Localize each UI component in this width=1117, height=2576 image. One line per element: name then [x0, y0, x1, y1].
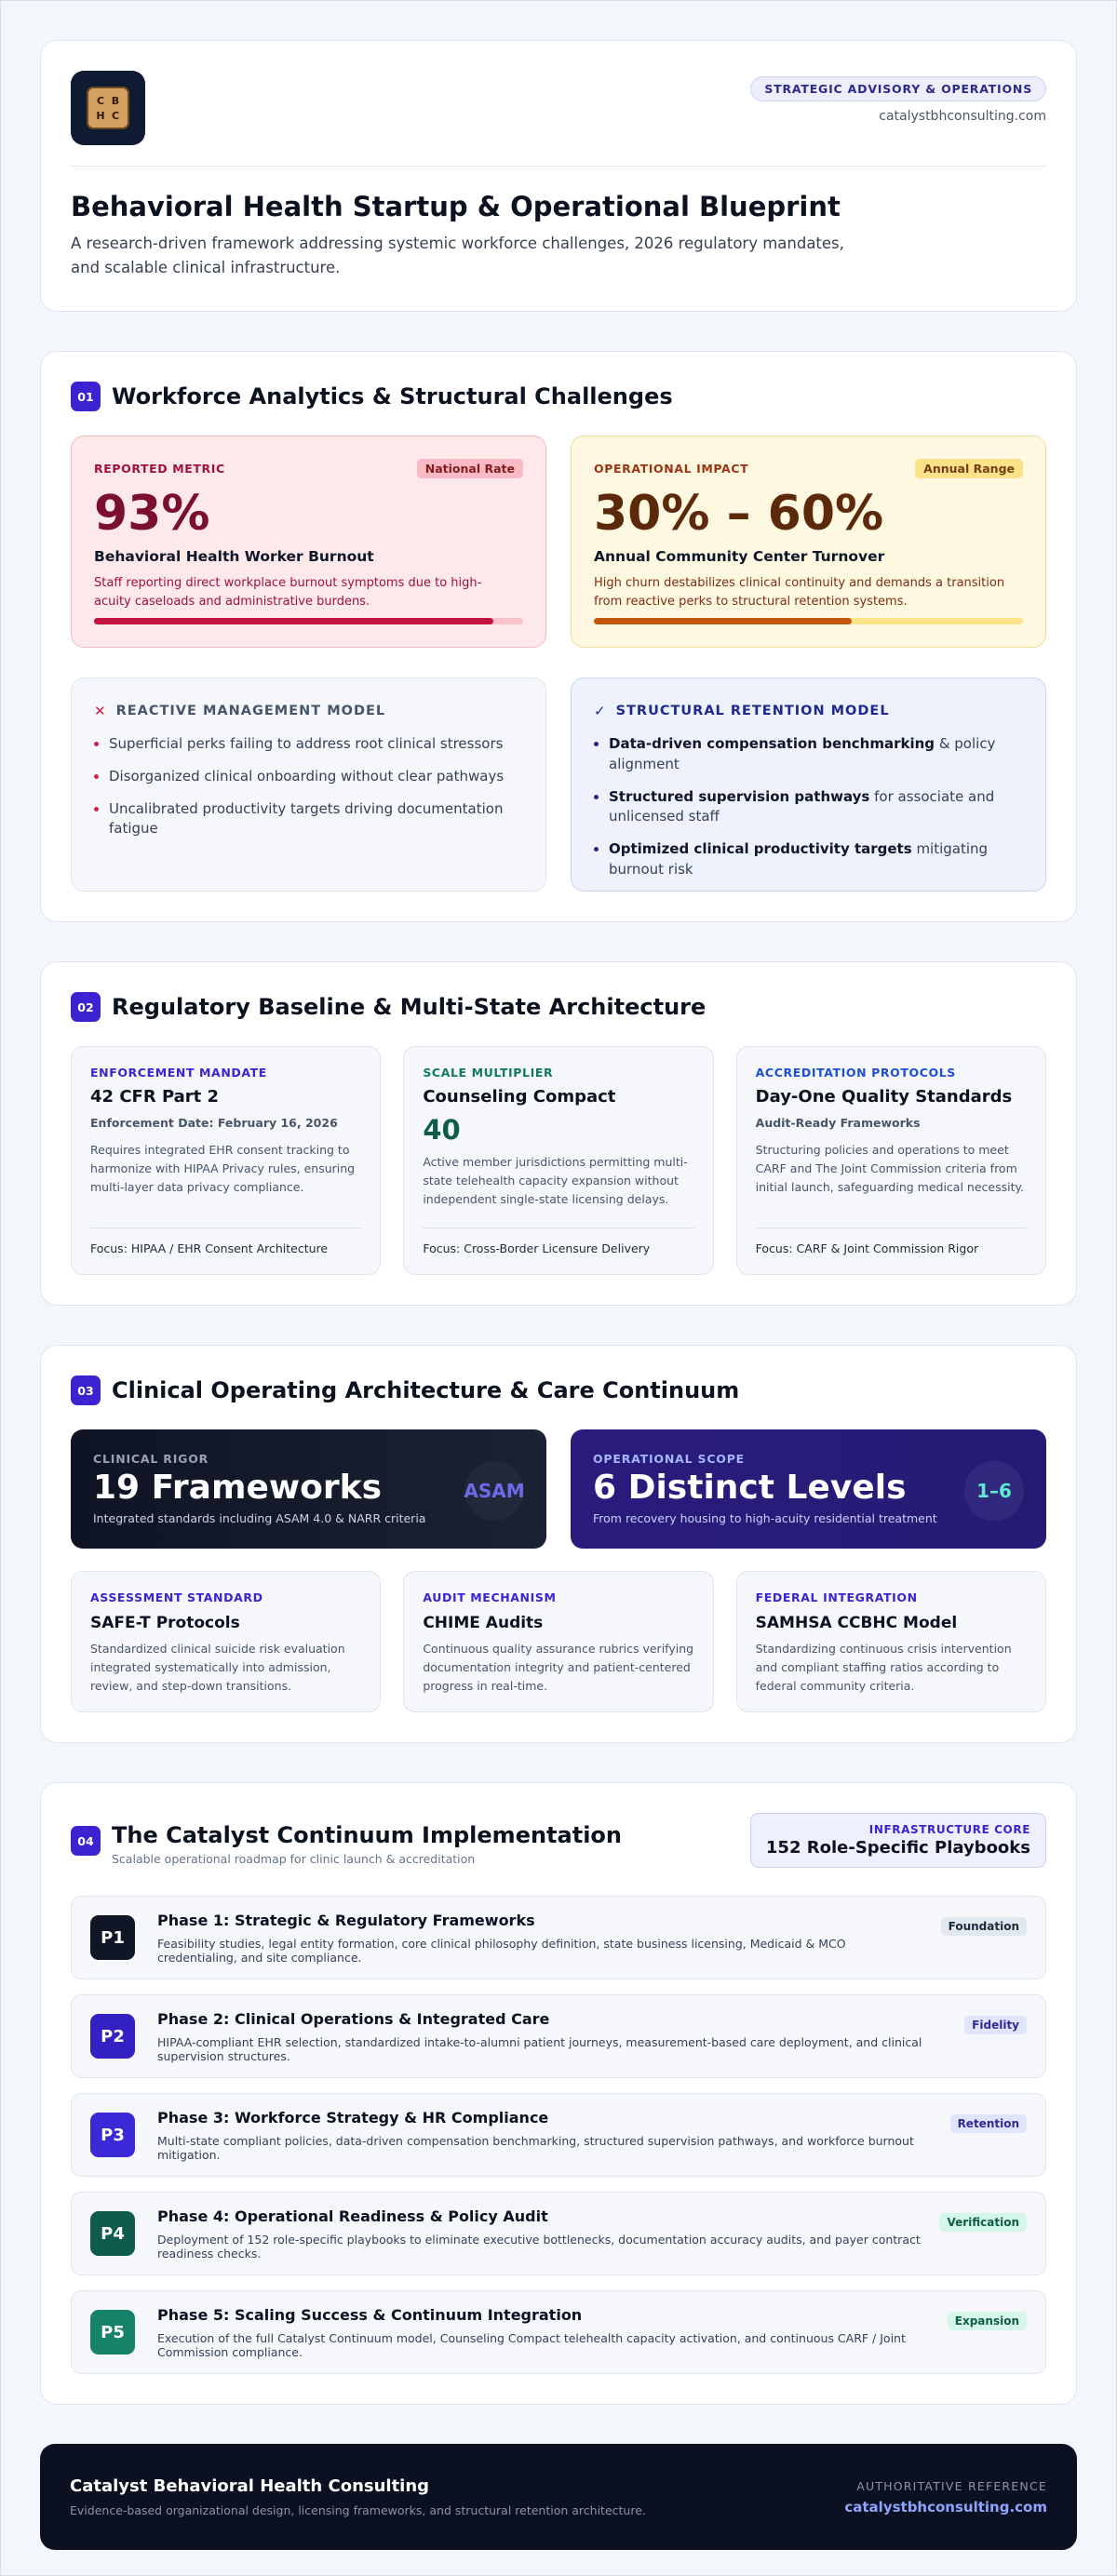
- section-number: 01: [71, 382, 101, 411]
- reg-label: ACCREDITATION PROTOCOLS: [755, 1066, 956, 1080]
- section-number: 02: [71, 992, 101, 1022]
- reg-subtitle: Enforcement Date: February 16, 2026: [90, 1116, 338, 1131]
- reg-card-42cfr: [71, 1046, 381, 1275]
- header-top: [71, 71, 1046, 167]
- reactive-model-card: [71, 678, 546, 892]
- footer-label: AUTHORITATIVE REFERENCE: [856, 2478, 1047, 2493]
- header-meta: [750, 71, 1046, 124]
- logo-letter: C: [111, 109, 120, 122]
- reg-description: Active member jurisdictions permitting multi-state telehealth capacity expansion without independent single-state licensing delays.: [423, 1155, 688, 1207]
- reg-title: Day-One Quality Standards: [755, 1087, 1013, 1107]
- metric-progress-bar: [94, 618, 523, 624]
- structural-list: [594, 734, 1023, 880]
- section-heading: [71, 382, 1046, 411]
- phase-number: P4: [90, 2211, 135, 2256]
- highlight-value: 19 Frameworks: [93, 1469, 383, 1508]
- list-item: [594, 839, 1023, 880]
- phase-number: P5: [90, 2310, 135, 2355]
- close-icon: ✕: [94, 703, 107, 720]
- asam-badge: ASAM: [464, 1461, 524, 1521]
- check-icon: ✓: [594, 703, 607, 720]
- list-item: Superficial perks failing to address root clinical stressors: [94, 734, 523, 755]
- logo-letter: B: [111, 94, 120, 107]
- metric-tag: National Rate: [417, 459, 523, 478]
- metric-row: [71, 436, 1046, 648]
- levels-badge: 1–6: [964, 1461, 1024, 1521]
- metric-name: Behavioral Health Worker Burnout: [94, 548, 374, 566]
- phase-tag: Foundation: [941, 1917, 1027, 1936]
- highlight-label: OPERATIONAL SCOPE: [593, 1452, 746, 1467]
- phase-number: P1: [90, 1915, 135, 1960]
- list-item-emphasis: Optimized clinical productivity targets: [609, 840, 912, 858]
- metric-label: OPERATIONAL IMPACT: [594, 462, 749, 476]
- footer-subtitle: Evidence-based organizational design, licensing frameworks, and structural retention architecture.: [70, 2503, 646, 2518]
- phase-number: P2: [90, 2014, 135, 2059]
- phase-row: [71, 2093, 1046, 2177]
- metric-description: Staff reporting direct workplace burnout symptoms due to high-acuity caseloads and administrative burdens.: [94, 576, 482, 610]
- phase-description: HIPAA-compliant EHR selection, standardized intake-to-alumni patient journeys, measurement-based care deployment, and clinical supervision structures.: [157, 2034, 922, 2063]
- clinical-label: ASSESSMENT STANDARD: [90, 1590, 263, 1605]
- samhsa-card: [736, 1571, 1046, 1712]
- structural-model-card: [571, 678, 1046, 892]
- infrastructure-label: INFRASTRUCTURE CORE: [868, 1823, 1030, 1837]
- footer-title: Catalyst Behavioral Health Consulting: [70, 2476, 430, 2497]
- page-subtitle: A research-driven framework addressing systemic workforce challenges, 2026 regulatory mandates, and scalable clinical infrastructure.: [71, 235, 844, 276]
- list-item-emphasis: Structured supervision pathways: [609, 787, 870, 805]
- section-subtitle: Scalable operational roadmap for clinic launch & accreditation: [112, 1852, 476, 1867]
- section-clinical: [40, 1345, 1077, 1743]
- phase-description: Deployment of 152 role-specific playbooks to eliminate executive bottlenecks, documentation accuracy audits, and payer contract readiness checks.: [157, 2232, 921, 2261]
- phase-row: [71, 2290, 1046, 2374]
- highlight-description: From recovery housing to high-acuity residential treatment: [593, 1511, 937, 1526]
- metric-progress-fill: [594, 618, 852, 624]
- phase-title: Phase 2: Clinical Operations & Integrated Care: [157, 2009, 550, 2028]
- highlight-description: Integrated standards including ASAM 4.0 & NARR criteria: [93, 1511, 426, 1526]
- section-number: 04: [71, 1826, 101, 1856]
- clinical-highlights: [71, 1429, 1046, 1549]
- list-item: [594, 787, 1023, 828]
- section-heading: [71, 992, 1046, 1022]
- clinical-label: FEDERAL INTEGRATION: [755, 1590, 918, 1605]
- section-continuum: [40, 1782, 1077, 2405]
- metric-tag: Annual Range: [915, 459, 1023, 478]
- reg-card-compact: [403, 1046, 713, 1275]
- phase-tag: Fidelity: [964, 2016, 1027, 2034]
- list-item-text: & policy alignment: [609, 735, 996, 772]
- section-number: 03: [71, 1375, 101, 1405]
- metric-progress-bar: [594, 618, 1023, 624]
- list-item-text: for associate and unlicensed staff: [609, 787, 995, 825]
- phase-title: Phase 1: Strategic & Regulatory Frameworks: [157, 1911, 535, 1929]
- phase-description: Multi-state compliant policies, data-driven compensation benchmarking, structured supervision pathways, and workforce burnout mitigation.: [157, 2133, 914, 2162]
- section-workforce: [40, 351, 1077, 922]
- section-title: The Catalyst Continuum Implementation: [112, 1822, 622, 1849]
- logo-letter: H: [96, 109, 105, 122]
- model-row: [71, 648, 1046, 892]
- section-heading: [71, 1375, 1046, 1405]
- phase-number: P3: [90, 2113, 135, 2157]
- phase-title: Phase 3: Workforce Strategy & HR Compliance: [157, 2108, 549, 2127]
- clinical-title: SAFE-T Protocols: [90, 1614, 240, 1633]
- metric-value: 93%: [94, 486, 210, 543]
- regulatory-cards: [71, 1046, 1046, 1275]
- phase-list: [71, 1896, 1046, 2374]
- clinical-cards: [71, 1549, 1046, 1712]
- reg-description: Structuring policies and operations to meet CARF and The Joint Commission criteria from initial launch, safeguarding medical necessity.: [755, 1143, 1025, 1195]
- phase-title: Phase 5: Scaling Success & Continuum Integration: [157, 2305, 583, 2324]
- metric-name: Annual Community Center Turnover: [594, 548, 885, 566]
- levels-highlight: [571, 1429, 1046, 1549]
- clinical-label: AUDIT MECHANISM: [423, 1590, 557, 1605]
- clinical-description: Continuous quality assurance rubrics verifying documentation integrity and patient-centered progress in real-time.: [423, 1642, 694, 1694]
- highlight-label: CLINICAL RIGOR: [93, 1452, 209, 1467]
- phase-title: Phase 4: Operational Readiness & Policy Audit: [157, 2207, 548, 2225]
- logo-monogram: [87, 87, 129, 129]
- turnover-metric-card: [571, 436, 1046, 648]
- clinical-title: CHIME Audits: [423, 1614, 544, 1633]
- section-title: Clinical Operating Architecture & Care Continuum: [112, 1377, 740, 1404]
- list-item: Uncalibrated productivity targets driving documentation fatigue: [94, 799, 523, 840]
- reg-description: Requires integrated EHR consent tracking to harmonize with HIPAA Privacy rules, ensuring multi-layer data privacy compliance.: [90, 1143, 356, 1195]
- frameworks-highlight: [71, 1429, 546, 1549]
- section-title: Regulatory Baseline & Multi-State Architecture: [112, 994, 707, 1021]
- footer-link[interactable]: catalystbhconsulting.com: [844, 2498, 1047, 2516]
- phase-description: Execution of the full Catalyst Continuum model, Counseling Compact telehealth capacity activation, and continuous CARF / Joint Commission compliance.: [157, 2330, 906, 2359]
- reg-focus: Focus: Cross-Border Licensure Delivery: [423, 1228, 693, 1255]
- reg-focus: Focus: HIPAA / EHR Consent Architecture: [90, 1228, 361, 1255]
- phase-tag: Retention: [950, 2114, 1027, 2133]
- burnout-metric-card: [71, 436, 546, 648]
- logo-letter: C: [96, 94, 105, 107]
- phase-tag: Expansion: [948, 2312, 1027, 2330]
- list-item: Disorganized clinical onboarding without clear pathways: [94, 767, 523, 787]
- page-title: Behavioral Health Startup & Operational Blueprint: [71, 191, 841, 222]
- clinical-description: Standardized clinical suicide risk evaluation integrated systematically into admission, review, and step-down transitions.: [90, 1642, 345, 1694]
- phase-row: [71, 1994, 1046, 2078]
- model-title: REACTIVE MANAGEMENT MODEL: [115, 704, 386, 719]
- clinical-title: SAMHSA CCBHC Model: [755, 1614, 958, 1633]
- reg-label: SCALE MULTIPLIER: [423, 1066, 554, 1080]
- reg-card-accreditation: [736, 1046, 1046, 1275]
- section-title: Workforce Analytics & Structural Challenges: [112, 383, 673, 410]
- metric-progress-fill: [94, 618, 493, 624]
- header-card: [40, 40, 1077, 312]
- reg-title: Counseling Compact: [423, 1087, 616, 1107]
- reg-title: 42 CFR Part 2: [90, 1087, 220, 1107]
- highlight-value: 6 Distinct Levels: [593, 1469, 907, 1508]
- phase-description: Feasibility studies, legal entity formation, core clinical philosophy definition, state business licensing, Medicaid & MCO credentialing, and site compliance.: [157, 1936, 846, 1965]
- model-title: STRUCTURAL RETENTION MODEL: [615, 704, 890, 719]
- chime-card: [403, 1571, 713, 1712]
- header-domain[interactable]: catalystbhconsulting.com: [879, 109, 1046, 124]
- brand-logo[interactable]: [71, 71, 145, 145]
- phase-tag: Verification: [939, 2213, 1027, 2232]
- footer: [40, 2444, 1077, 2550]
- list-item: [594, 734, 1023, 775]
- safet-card: [71, 1571, 381, 1712]
- phase-row: [71, 1896, 1046, 1979]
- advisory-badge: STRATEGIC ADVISORY & OPERATIONS: [750, 76, 1046, 101]
- metric-description: High churn destabilizes clinical continuity and demands a transition from reactive perks to structural retention systems.: [594, 576, 1005, 610]
- list-item-text: mitigating burnout risk: [609, 840, 989, 878]
- infrastructure-badge: [750, 1813, 1046, 1868]
- reg-label: ENFORCEMENT MANDATE: [90, 1066, 267, 1080]
- continuum-heading: [71, 1813, 1046, 1868]
- reg-focus: Focus: CARF & Joint Commission Rigor: [756, 1228, 1027, 1255]
- reg-subtitle: Audit-Ready Frameworks: [755, 1116, 921, 1131]
- metric-label: REPORTED METRIC: [94, 462, 225, 476]
- list-item-emphasis: Data-driven compensation benchmarking: [609, 735, 935, 753]
- infrastructure-value: 152 Role-Specific Playbooks: [765, 1838, 1030, 1858]
- reactive-list: [94, 734, 523, 839]
- clinical-description: Standardizing continuous crisis intervention and compliant staffing ratios according to federal community criteria.: [755, 1642, 1012, 1694]
- metric-value: 30% – 60%: [594, 486, 884, 543]
- reg-stat: 40: [423, 1114, 461, 1147]
- phase-row: [71, 2192, 1046, 2275]
- section-regulatory: [40, 961, 1077, 1306]
